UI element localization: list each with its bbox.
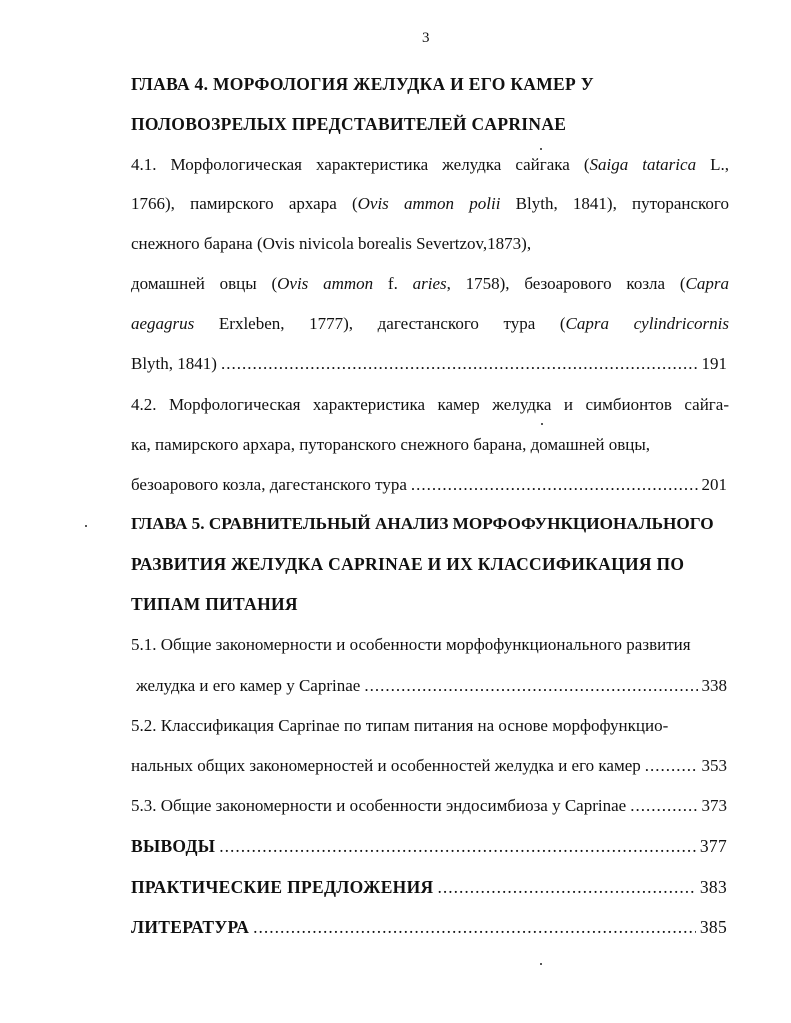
dot-leader (364, 676, 697, 696)
dot-leader (645, 756, 698, 776)
toc-entry-5-3: 5.3. Общие закономерности и особенности эндосимбиоза у Caprinae ..... 373 (131, 796, 727, 816)
toc-5-1-line-2: желудка и его камер у Caprinae ..... 338 (136, 676, 727, 696)
dot-leader (219, 836, 696, 857)
toc-4-1-line-4: домашней овцы (Ovis ammon f. aries, 1758), безоарового козла (Capra (131, 274, 729, 293)
chapter-5-title-line-2: РАЗВИТИЯ ЖЕЛУДКА CAPRINAE И ИХ КЛАССИФИКАЦИЯ ПО (131, 554, 685, 574)
toc-5-1-line-1: 5.1. Общие закономерности и особенности морфофункционального развития (131, 635, 691, 654)
page-ref-5-3: 373 (701, 796, 727, 815)
page-ref-4-2: 201 (701, 475, 727, 494)
chapter-5-title-line-3: ТИПАМ ПИТАНИЯ (131, 594, 298, 614)
dot-leader (437, 877, 695, 898)
toc-4-2-line-2: ка, памирского архара, путоранского снежного барана, домашней овцы, (131, 435, 650, 454)
page-ref-conclusions: 377 (699, 836, 727, 856)
chapter-5-title-line-1: ГЛАВА 5. СРАВНИТЕЛЬНЫЙ АНАЛИЗ МОРФОФУНКЦИОНАЛЬНОГО (131, 514, 714, 533)
toc-4-2-line-3: безоарового козла, дагестанского тура ..... 201 (131, 475, 727, 495)
toc-entry-conclusions: ВЫВОДЫ ..... 377 (131, 836, 727, 857)
scan-speck (541, 423, 543, 425)
toc-4-1-line-6: Blyth, 1841) ..... 191 (131, 354, 727, 374)
page-ref-5-1: 338 (701, 676, 727, 695)
toc-5-2-line-2: нальных общих закономерностей и особенностей желудка и его камер ..... 353 (131, 756, 727, 776)
toc-4-1-line-3: снежного барана (Ovis nivicola borealis Severtzov,1873), (131, 234, 532, 253)
page-ref-literature: 385 (699, 917, 727, 937)
page-number: 3 (422, 30, 430, 46)
dot-leader (221, 354, 698, 374)
toc-4-1-line-1: 4.1. Морфологическая характеристика желудка сайгака (Saiga tatarica L., (131, 155, 729, 174)
dot-leader (411, 475, 698, 495)
page-ref-practical: 383 (699, 877, 727, 897)
toc-4-1-line-5: aegagrus Erxleben, 1777), дагестанского тура (Capra cylindricornis (131, 314, 729, 333)
dot-leader (630, 796, 697, 816)
chapter-4-title-line-2: ПОЛОВОЗРЕЛЫХ ПРЕДСТАВИТЕЛЕЙ CAPRINAE (131, 114, 567, 134)
chapter-4-title-line-1: ГЛАВА 4. МОРФОЛОГИЯ ЖЕЛУДКА И ЕГО КАМЕР У (131, 74, 594, 94)
toc-4-2-line-1: 4.2. Морфологическая характеристика камер желудка и симбионтов сайга- (131, 395, 729, 414)
toc-entry-practical: ПРАКТИЧЕСКИЕ ПРЕДЛОЖЕНИЯ ..... 383 (131, 877, 727, 898)
scan-speck (540, 148, 542, 150)
page-ref-4-1: 191 (701, 354, 727, 373)
scan-speck (85, 525, 87, 527)
toc-5-2-line-1: 5.2. Классификация Caprinae по типам питания на основе морфофункцио- (131, 716, 669, 735)
toc-4-1-line-2: 1766), памирского архара (Ovis ammon polii Blyth, 1841), путоранского (131, 194, 729, 213)
dot-leader (253, 917, 696, 938)
page-ref-5-2: 353 (701, 756, 727, 775)
scan-speck (540, 963, 542, 965)
toc-entry-literature: ЛИТЕРАТУРА ..... 385 (131, 917, 727, 938)
